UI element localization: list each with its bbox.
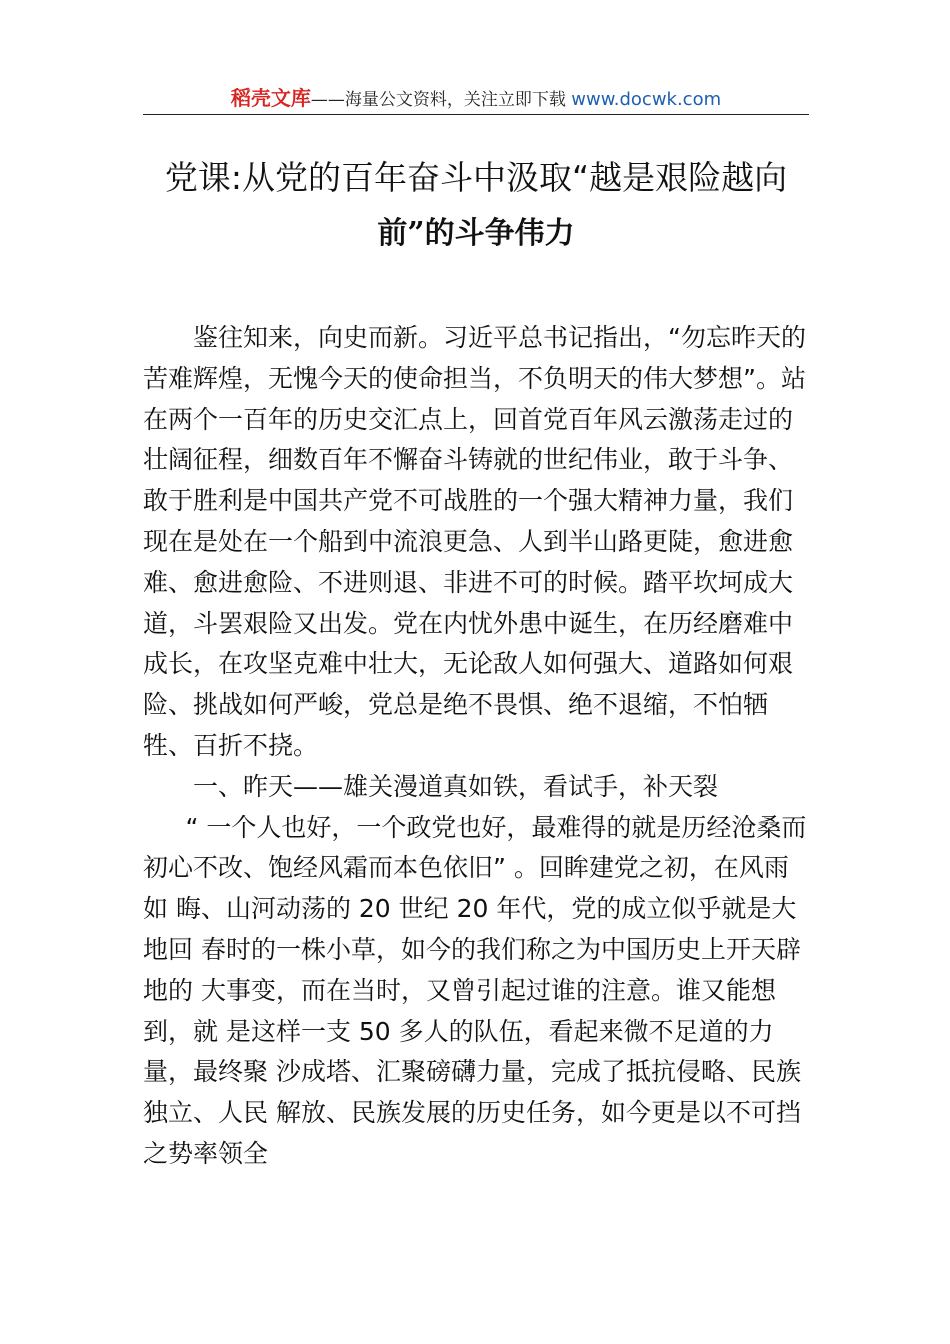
site-url-link[interactable]: www.docwk.com xyxy=(571,89,722,110)
document-header xyxy=(143,84,809,115)
header-tagline: ——海量公文资料，关注立即下载 xyxy=(310,90,566,110)
title-line-1: 党课:从党的百年奋斗中汲取“越是艰险越向 xyxy=(164,158,788,197)
section-heading-1: 一、昨天——雄关漫道真如铁，看试手，补天裂 xyxy=(193,771,719,801)
document-title xyxy=(143,150,809,262)
title-line-2: 前”的斗争伟力 xyxy=(377,216,575,251)
body-paragraph-1: 鉴往知来，向史而新。习近平总书记指出，“勿忘昨天的苦难辉煌，无愧今天的使命担当，不负明天的伟大梦想”。站在两个一百年的历史交汇点上，回首党百年风云激荡走过的壮阔征程，细数百年不懈奋斗铸就的世纪伟业，敢于斗争、敢于胜利是中国共产党不可战胜的一个强大精神力量，我们现在是处在一个船到中流浪更急、人到半山路更陡，愈进愈难、愈进愈险、不进则退、非进不可的时候。踏平坎坷成大道，斗罢艰险又出发。党在内忧外患中诞生，在历经磨难中成长，在攻坚克难中壮大，无论敌人如何强大、道路如何艰险、挑战如何严峻，党总是绝不畏惧、绝不退缩，不怕牺牲、百折不挠。 xyxy=(143,323,806,760)
document-body xyxy=(143,318,809,1175)
body-paragraph-2: “ 一个人也好，一个政党也好，最难得的就是历经沧桑而 初心不改、饱经风霜而本色依旧” 。回眸建党之初，在风雨如 晦、山河动荡的 20 世纪 20 年代，党的成立似乎就是大地回 春时的一株小草，如今的我们称之为中国历史上开天辟地的 大事变，而在当时，又曾引起过谁的注意。谁又能想到，就 是这样一支 50 多人的队伍，看起来微不足道的力量，最终聚 沙成塔、汇聚磅礴力量，完成了抵抗侵略、民族独立、人民 解放、民族发展的历史任务，如今更是以不可挡之势率领全 xyxy=(143,812,807,1168)
brand-name: 稻壳文库 xyxy=(230,86,311,110)
